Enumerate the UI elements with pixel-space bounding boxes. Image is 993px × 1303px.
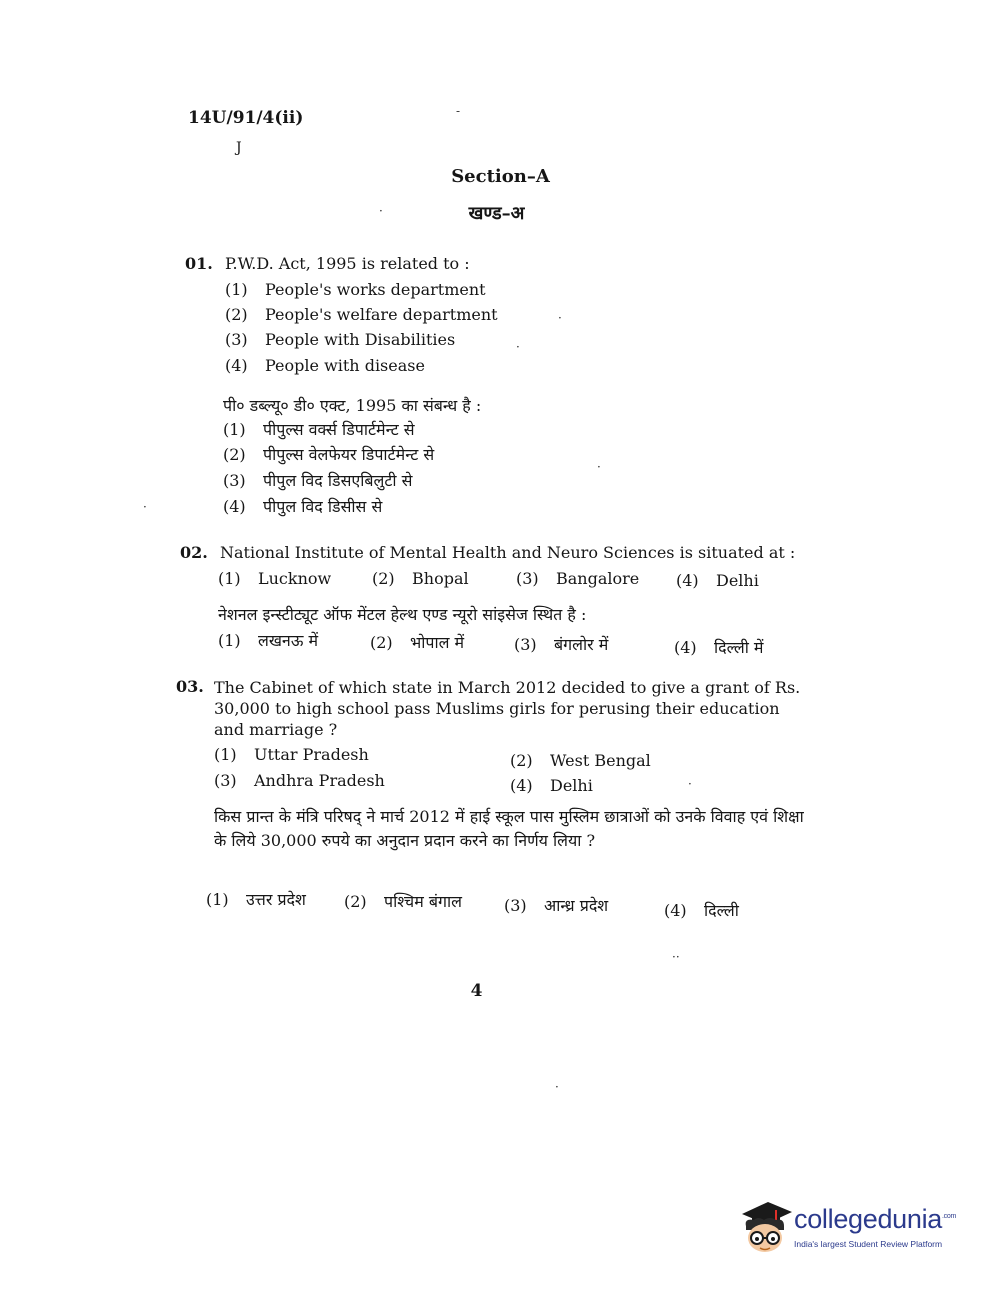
- option-hi: [206, 888, 306, 910]
- logo-suffix: .com: [942, 1213, 957, 1220]
- question-text-en: The Cabinet of which state in March 2012 decided to give a grant of Rs. 30,000 to high school pass Muslims girls for perusing their education and marriage ?: [214, 678, 801, 739]
- scan-speck: ··: [672, 950, 680, 964]
- option-number: (2): [510, 751, 533, 770]
- option-en: [510, 776, 593, 795]
- scan-speck: ·: [688, 777, 692, 791]
- option-en: [214, 745, 369, 764]
- option-text: Delhi: [550, 776, 593, 795]
- scan-speck: ·: [516, 340, 520, 354]
- option-number: (1): [223, 420, 246, 439]
- option-hi: [514, 633, 608, 655]
- option-text: People with disease: [265, 356, 425, 375]
- option-en: [510, 751, 651, 770]
- option-number: (1): [206, 890, 229, 909]
- section-title-text: Section–A: [451, 166, 550, 187]
- option-text: दिल्ली में: [714, 638, 764, 657]
- option-text: भोपाल में: [410, 633, 465, 652]
- option-number: (2): [225, 305, 248, 324]
- option-text: People with Disabilities: [265, 330, 456, 349]
- option-number: (2): [370, 633, 393, 652]
- question-text-en: P.W.D. Act, 1995 is related to :: [225, 254, 470, 273]
- scan-speck: ·: [143, 500, 147, 514]
- scan-speck: ·: [379, 204, 383, 218]
- option-number: (3): [225, 330, 248, 349]
- option-hi: [223, 495, 382, 517]
- page-number-text: 4: [470, 981, 483, 1001]
- option-text: पीपुल विद डिसीस से: [263, 497, 383, 516]
- question-text-hi: पी० डब्ल्यू० डी० एक्ट, 1995 का संबन्ध है :: [223, 396, 482, 415]
- question-text-hi: किस प्रान्त के मंत्रि परिषद् ने मार्च 2012 में हाई स्कूल पास मुस्लिम छात्राओं को उनके विवाह एवं शिक्षा के लिये 30,000 रुपये का अनुदान प्रदान करने का निर्णय लिया ?: [214, 807, 804, 850]
- option-text: Bhopal: [412, 569, 469, 588]
- collegedunia-logo[interactable]: [738, 1196, 963, 1258]
- option-number: (1): [218, 631, 241, 650]
- option-text: उत्तर प्रदेश: [246, 890, 306, 909]
- option-number: (1): [225, 280, 248, 299]
- option-number: (2): [223, 445, 246, 464]
- mascot-icon: [738, 1196, 794, 1258]
- section-title-hindi-text: खण्ड–अ: [468, 203, 525, 224]
- logo-name: collegedunia: [794, 1204, 943, 1234]
- option-number: (3): [223, 471, 246, 490]
- option-text: पीपुल्स वेलफेयर डिपार्टमेन्ट से: [263, 445, 435, 464]
- option-number: (4): [225, 356, 248, 375]
- option-text: दिल्ली: [704, 901, 739, 920]
- option-number: (4): [510, 776, 533, 795]
- option-hi: [674, 636, 764, 658]
- option-text: आन्ध्र प्रदेश: [544, 896, 609, 915]
- logo-tagline: India's largest Student Review Platform: [794, 1239, 943, 1249]
- option-en: [218, 569, 331, 588]
- option-text: West Bengal: [550, 751, 651, 770]
- scan-speck: ·: [555, 1080, 559, 1094]
- option-number: (2): [344, 892, 367, 911]
- option-number: (3): [214, 771, 237, 790]
- option-hi: [223, 418, 415, 440]
- logo-wordmark: [794, 1204, 956, 1235]
- option-hi: [504, 894, 608, 916]
- section-title: [0, 166, 993, 187]
- option-text: पश्चिम बंगाल: [384, 892, 462, 911]
- option-number: (2): [372, 569, 395, 588]
- option-number: (3): [516, 569, 539, 588]
- option-number: (4): [676, 571, 699, 590]
- section-title-hindi: [0, 201, 993, 225]
- page-number: [0, 981, 993, 1001]
- question-number: 01.: [185, 254, 213, 273]
- option-text: Andhra Pradesh: [254, 771, 385, 790]
- option-text: People's welfare department: [265, 305, 498, 324]
- option-number: (1): [214, 745, 237, 764]
- option-en: [516, 569, 639, 588]
- option-text: लखनऊ में: [258, 631, 319, 650]
- option-en: [676, 571, 759, 590]
- option-hi: [223, 443, 434, 465]
- option-hi: [218, 629, 318, 651]
- question-text-hi: नेशनल इन्स्टीट्यूट ऑफ मेंटल हेल्थ एण्ड न्यूरो सांइसेज स्थित है :: [218, 605, 587, 624]
- option-number: (3): [504, 896, 527, 915]
- option-text: पीपुल विद डिसएबिलुटी से: [263, 471, 413, 490]
- paper-code: 14U/91/4(ii): [188, 108, 304, 128]
- option-text: Bangalore: [556, 569, 640, 588]
- option-number: (4): [223, 497, 246, 516]
- option-text: Lucknow: [258, 569, 332, 588]
- option-number: (4): [674, 638, 697, 657]
- margin-mark: J: [236, 140, 242, 156]
- option-en: [225, 356, 425, 375]
- option-hi: [664, 899, 739, 921]
- question-number: 02.: [180, 543, 208, 562]
- option-text: Uttar Pradesh: [254, 745, 369, 764]
- question-text-en: National Institute of Mental Health and Neuro Sciences is situated at :: [220, 543, 796, 562]
- option-en: [214, 771, 385, 790]
- option-text: पीपुल्स वर्क्स डिपार्टमेन्ट से: [263, 420, 415, 439]
- option-text: People's works department: [265, 280, 486, 299]
- option-text: बंगलोर में: [554, 635, 609, 654]
- option-hi: [370, 631, 464, 653]
- option-hi: [223, 469, 412, 491]
- option-en: [225, 305, 498, 324]
- option-number: (1): [218, 569, 241, 588]
- scan-speck: ·: [558, 311, 562, 325]
- option-en: [225, 280, 486, 299]
- scan-speck: ·: [597, 460, 601, 474]
- option-number: (4): [664, 901, 687, 920]
- question-number: 03.: [176, 677, 204, 696]
- option-number: (3): [514, 635, 537, 654]
- option-en: [225, 330, 455, 349]
- scan-speck: -: [456, 104, 461, 118]
- option-text: Delhi: [716, 571, 759, 590]
- option-hi: [344, 890, 462, 912]
- option-en: [372, 569, 469, 588]
